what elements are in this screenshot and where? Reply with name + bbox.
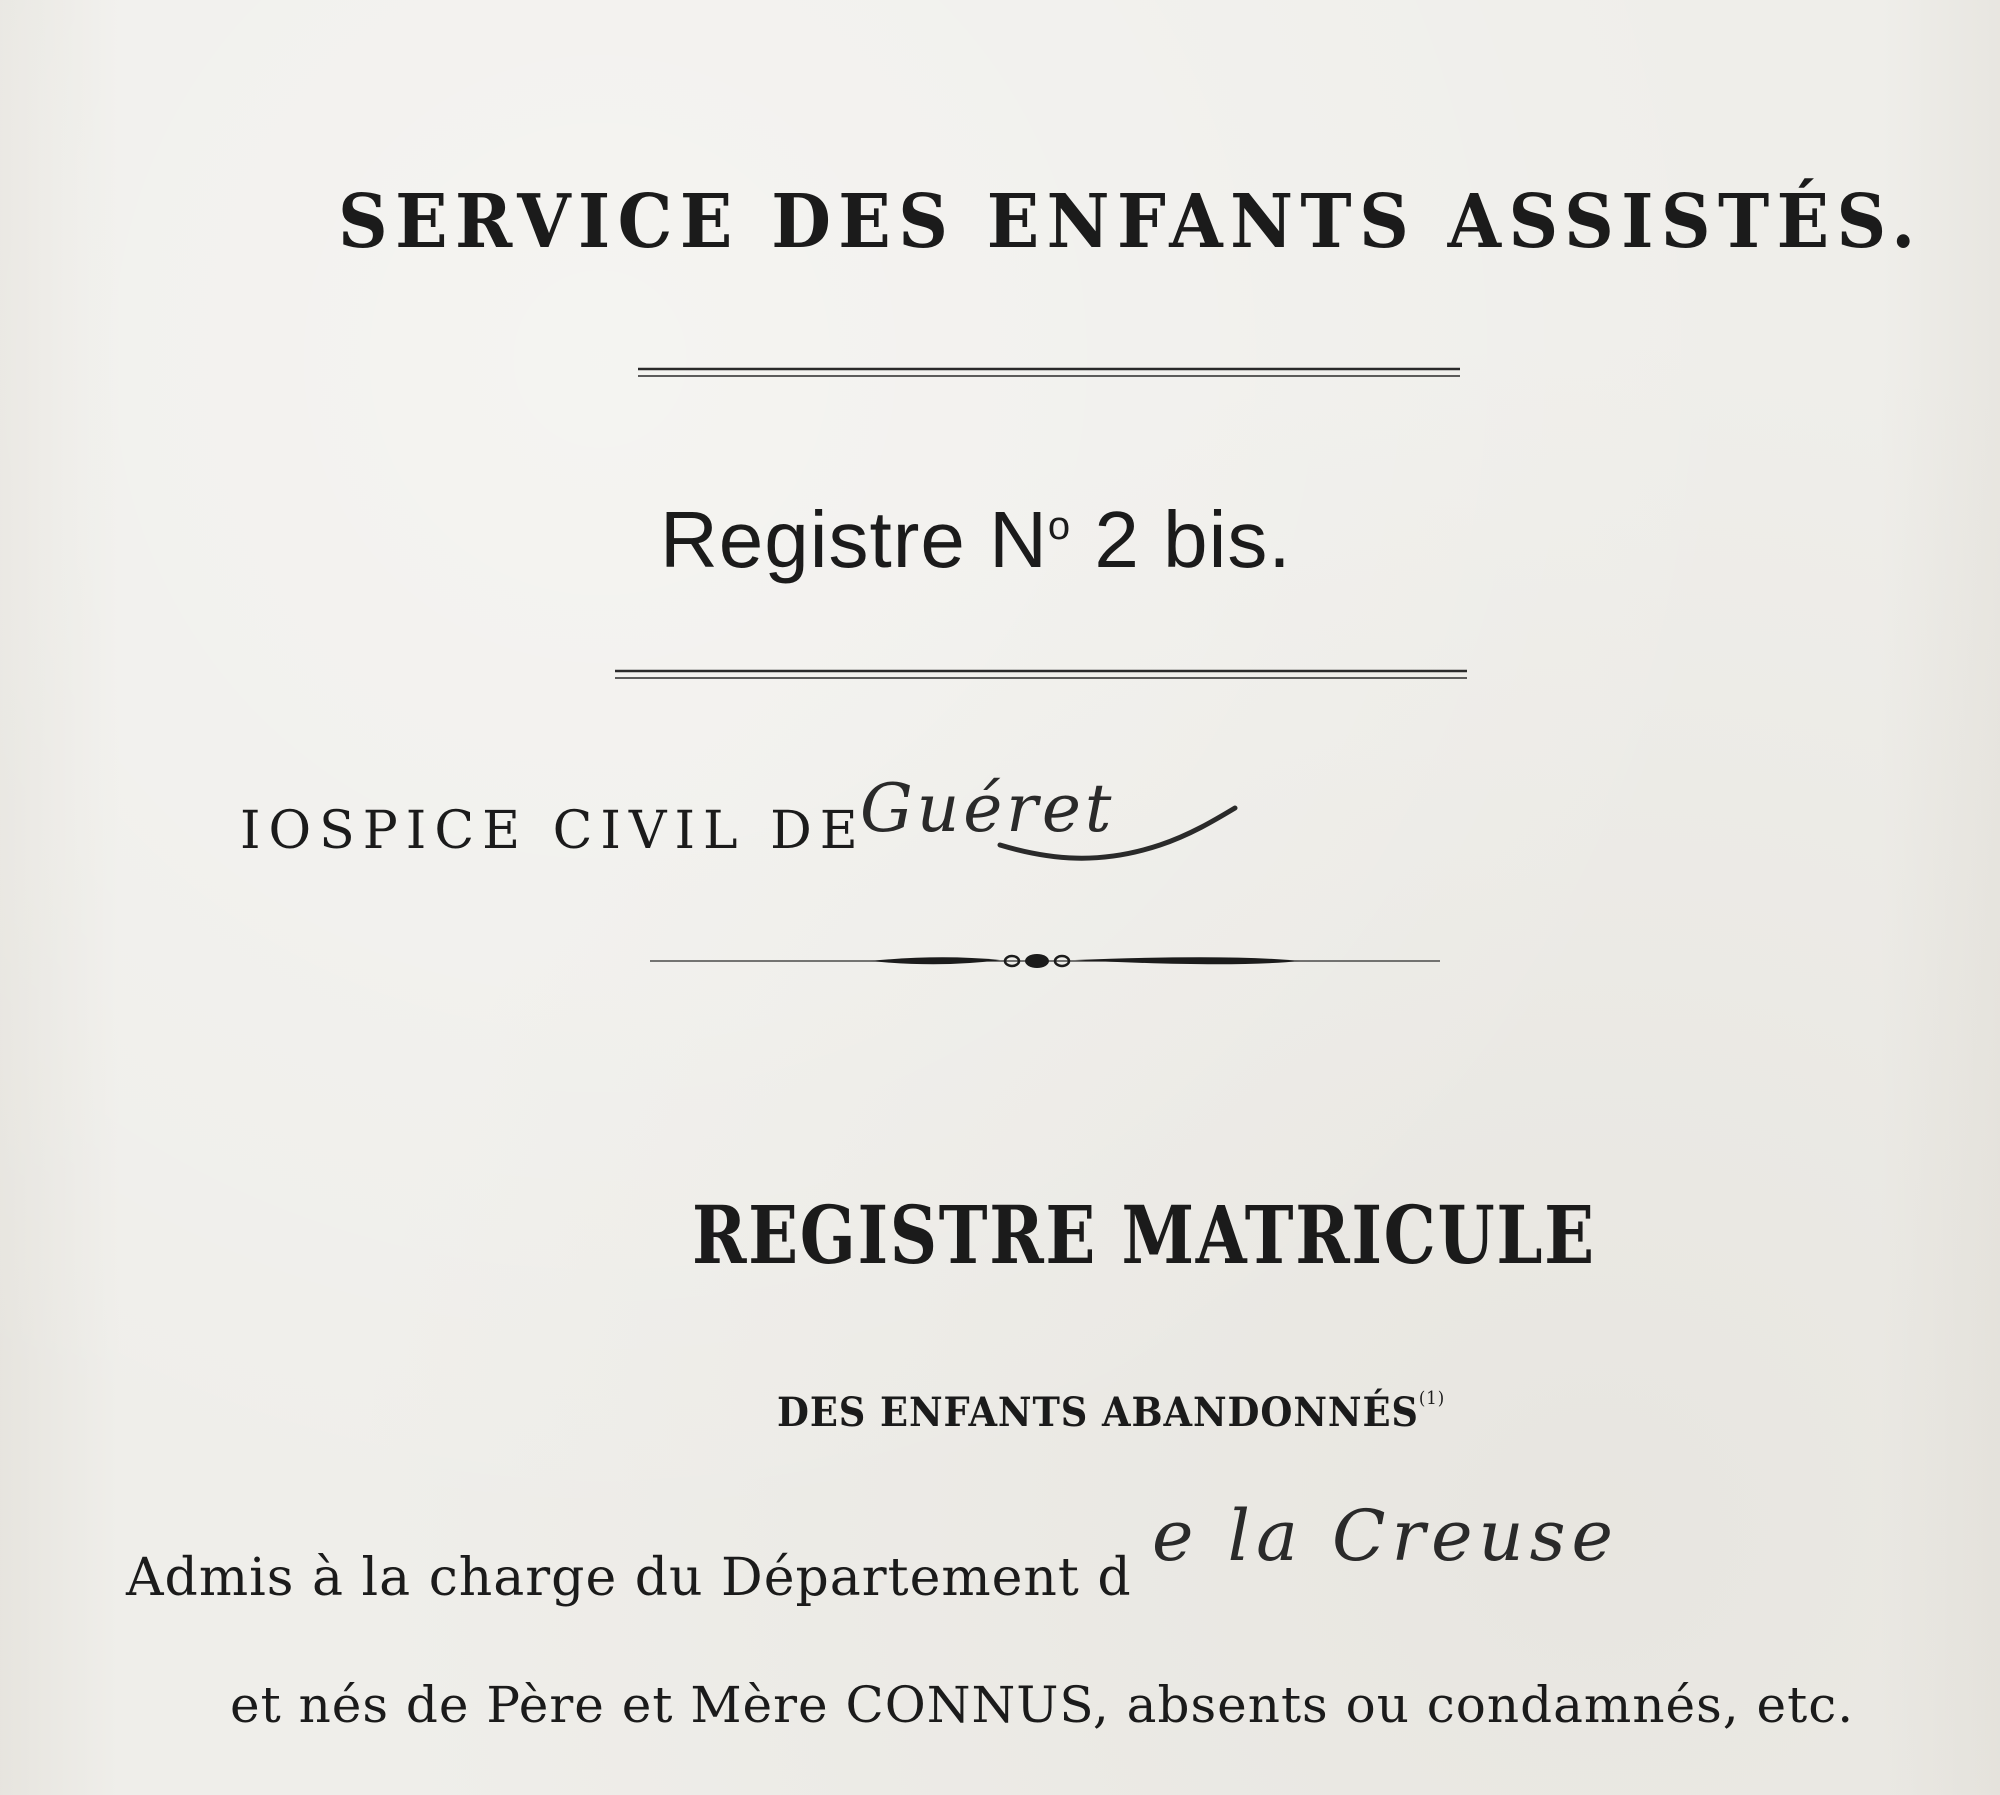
parents-statement: et nés de Père et Mère CONNUS, absents ou condamnés, etc.: [230, 1676, 1855, 1734]
matricule-subtitle-text: DES ENFANTS ABANDONNÉS: [777, 1389, 1419, 1436]
matricule-subtitle: [777, 1388, 1446, 1436]
hospice-handwritten-name: Guéret: [860, 770, 1116, 847]
register-number-superscript: o: [1047, 504, 1072, 548]
service-title: SERVICE DES ENFANTS ASSISTÉS.: [338, 179, 1923, 265]
handwriting-flourish-icon: [990, 790, 1250, 870]
hospice-label: IOSPICE CIVIL DE: [240, 801, 866, 861]
matricule-title: REGISTRE MATRICULE: [692, 1188, 1596, 1282]
register-number-value: 2 bis.: [1071, 495, 1292, 584]
register-number: [660, 495, 1292, 584]
ornamental-divider-icon: [0, 946, 2000, 976]
double-rule-top: [0, 365, 2000, 385]
admission-printed-text: Admis à la charge du Département d: [126, 1548, 1132, 1608]
footnote-marker: (1): [1418, 1388, 1446, 1409]
register-label: Registre N: [660, 495, 1048, 584]
double-rule-middle: [0, 667, 2000, 687]
department-handwritten-name: e la Creuse: [1152, 1495, 1619, 1577]
